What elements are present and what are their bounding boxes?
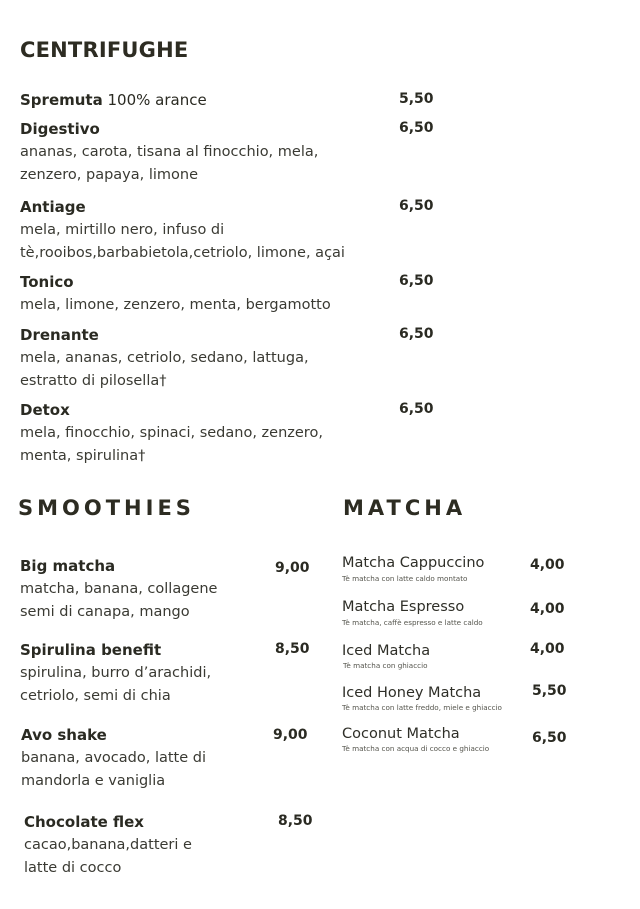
smoothie-item-desc: matcha, banana, collagene semi di canapa, mango	[20, 581, 218, 620]
matcha-item-name: Matcha Espresso	[342, 599, 465, 615]
centrifughe-item-name: Detox	[20, 401, 70, 419]
centrifughe-heading: CENTRIFUGHE	[20, 38, 189, 62]
matcha-item-name: Coconut Matcha	[342, 726, 460, 742]
smoothie-item-desc: spirulina, burro d’arachidi, cetriolo, semi di chia	[20, 665, 212, 704]
smoothie-item-price: 8,50	[278, 813, 313, 829]
smoothie-item-desc: banana, avocado, latte di mandorla e vaniglia	[21, 750, 206, 789]
centrifughe-item-name: Drenante	[20, 326, 99, 344]
centrifughe-item-desc: mela, finocchio, spinaci, sedano, zenzero, menta, spirulina†	[20, 425, 323, 464]
centrifughe-item-name-suffix: 100% arance	[102, 91, 207, 109]
matcha-item-price: 4,00	[530, 601, 565, 617]
matcha-item-name: Iced Honey Matcha	[342, 685, 482, 701]
smoothie-item-name: Avo shake	[21, 726, 107, 744]
centrifughe-item-price: 5,50	[399, 91, 434, 107]
centrifughe-item-price: 6,50	[399, 401, 434, 417]
centrifughe-item-desc: mela, ananas, cetriolo, sedano, lattuga, estratto di pilosella†	[20, 350, 309, 389]
matcha-item-desc: Tè matcha, caffè espresso e latte caldo	[342, 618, 483, 627]
smoothie-item-price: 8,50	[275, 641, 310, 657]
smoothie-item-name: Big matcha	[20, 557, 116, 575]
centrifughe-item-name: Tonico	[20, 273, 74, 291]
centrifughe-item-desc: mela, mirtillo nero, infuso di tè,rooibos,barbabietola,cetriolo, limone, açai	[20, 222, 345, 261]
centrifughe-item-name: Digestivo	[20, 120, 100, 138]
centrifughe-item-desc: ananas, carota, tisana al finocchio, mela, zenzero, papaya, limone	[20, 144, 319, 183]
matcha-heading: MATCHA	[343, 496, 467, 520]
centrifughe-item-name: Spremuta 100% arance	[20, 91, 207, 109]
matcha-item-desc: Tè matcha con latte caldo montato	[342, 574, 468, 583]
matcha-item-price: 6,50	[532, 730, 567, 746]
smoothie-item-name: Spirulina benefit	[20, 641, 162, 659]
matcha-item-name: Matcha Cappuccino	[342, 555, 485, 571]
centrifughe-item-name: Antiage	[20, 198, 86, 216]
smoothies-heading: SMOOTHIES	[18, 496, 195, 520]
centrifughe-item-price: 6,50	[399, 273, 434, 289]
matcha-item-desc: Tè matcha con acqua di cocco e ghiaccio	[342, 744, 490, 753]
smoothie-item-name: Chocolate flex	[24, 813, 144, 831]
matcha-item-name: Iced Matcha	[342, 643, 431, 659]
matcha-item-price: 4,00	[530, 557, 565, 573]
matcha-item-desc: Tè matcha con latte freddo, miele e ghiaccio	[342, 703, 502, 712]
centrifughe-item-desc: mela, limone, zenzero, menta, bergamotto	[20, 297, 331, 313]
smoothie-item-price: 9,00	[273, 727, 308, 743]
centrifughe-item-price: 6,50	[399, 326, 434, 342]
smoothie-item-desc: cacao,banana,datteri e latte di cocco	[24, 837, 192, 876]
matcha-item-price: 5,50	[532, 683, 567, 699]
matcha-item-desc: Tè matcha con ghiaccio	[343, 661, 428, 670]
smoothie-item-price: 9,00	[275, 560, 310, 576]
centrifughe-item-price: 6,50	[399, 198, 434, 214]
matcha-item-price: 4,00	[530, 641, 565, 657]
centrifughe-item-price: 6,50	[399, 120, 434, 136]
